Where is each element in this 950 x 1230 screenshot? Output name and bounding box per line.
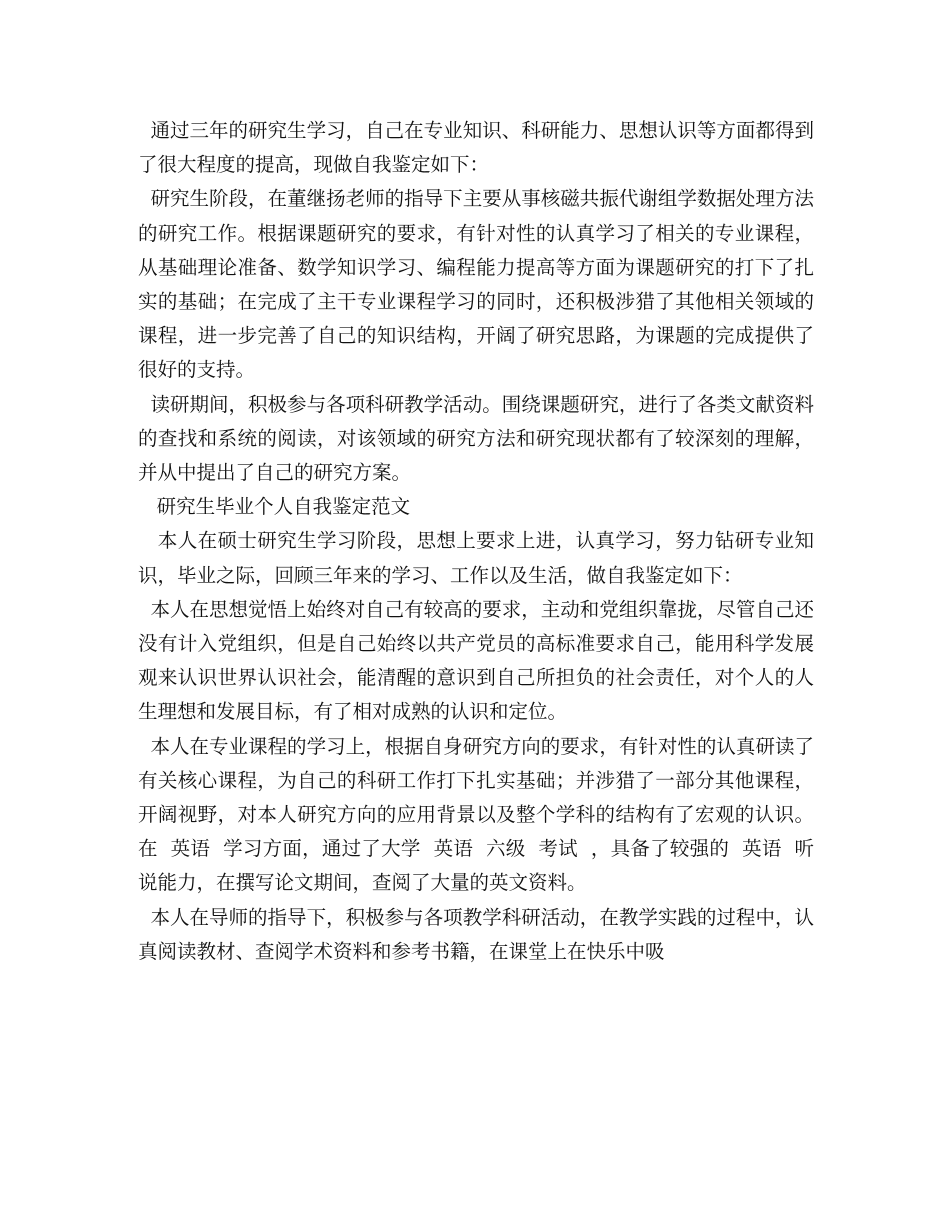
paragraph-research-activities: 读研期间，积极参与各项科研教学活动。围绕课题研究，进行了各类文献资料的查找和系统的阅读，对该领域的研究方法和研究现状都有了较深刻的理解，并从中提出了自己的研究方案。 [138,392,814,485]
section-heading: 研究生毕业个人自我鉴定范文 [138,495,411,519]
paragraph-self-intro: 本人在硕士研究生学习阶段，思想上要求上进，认真学习，努力钻研专业知识，毕业之际，回顾三年来的学习、工作以及生活，做自我鉴定如下： [138,529,814,587]
paragraph-intro: 通过三年的研究生学习，自己在专业知识、科研能力、思想认识等方面都得到了很大程度的提高，现做自我鉴定如下： [138,119,814,177]
document-body [138,114,814,969]
paragraph-teaching: 本人在导师的指导下，积极参与各项教学科研活动，在教学实践的过程中，认真阅读教材、查阅学术资料和参考书籍，在课堂上在快乐中吸 [138,905,814,963]
paragraph-coursework: 本人在专业课程的学习上，根据自身研究方向的要求，有针对性的认真研读了有关核心课程，为自己的科研工作打下扎实基础；并涉猎了一部分其他课程，开阔视野，对本人研究方向的应用背景以及整个学科的结构有了宏观的认识。在 英语 学习方面，通过了大学 英语 六级 考试 ，具备了较强的 英语 听说能力，在撰写论文期间，查阅了大量的英文资料。 [138,734,814,895]
paragraph-research-stage: 研究生阶段，在董继扬老师的指导下主要从事核磁共振代谢组学数据处理方法的研究工作。根据课题研究的要求，有针对性的认真学习了相关的专业课程，从基础理论准备、数学知识学习、编程能力提高等方面为课题研究的打下了扎实的基础；在完成了主干专业课程学习的同时，还积极涉猎了其他相关领域的课程，进一步完善了自己的知识结构，开阔了研究思路，为课题的完成提供了很好的支持。 [138,187,814,382]
paragraph-ideology: 本人在思想觉悟上始终对自己有较高的要求，主动和党组织靠拢，尽管自己还没有计入党组织，但是自己始终以共产党员的高标准要求自己，能用科学发展观来认识世界认识社会，能清醒的意识到自己所担负的社会责任，对个人的人生理想和发展目标，有了相对成熟的认识和定位。 [138,597,814,724]
